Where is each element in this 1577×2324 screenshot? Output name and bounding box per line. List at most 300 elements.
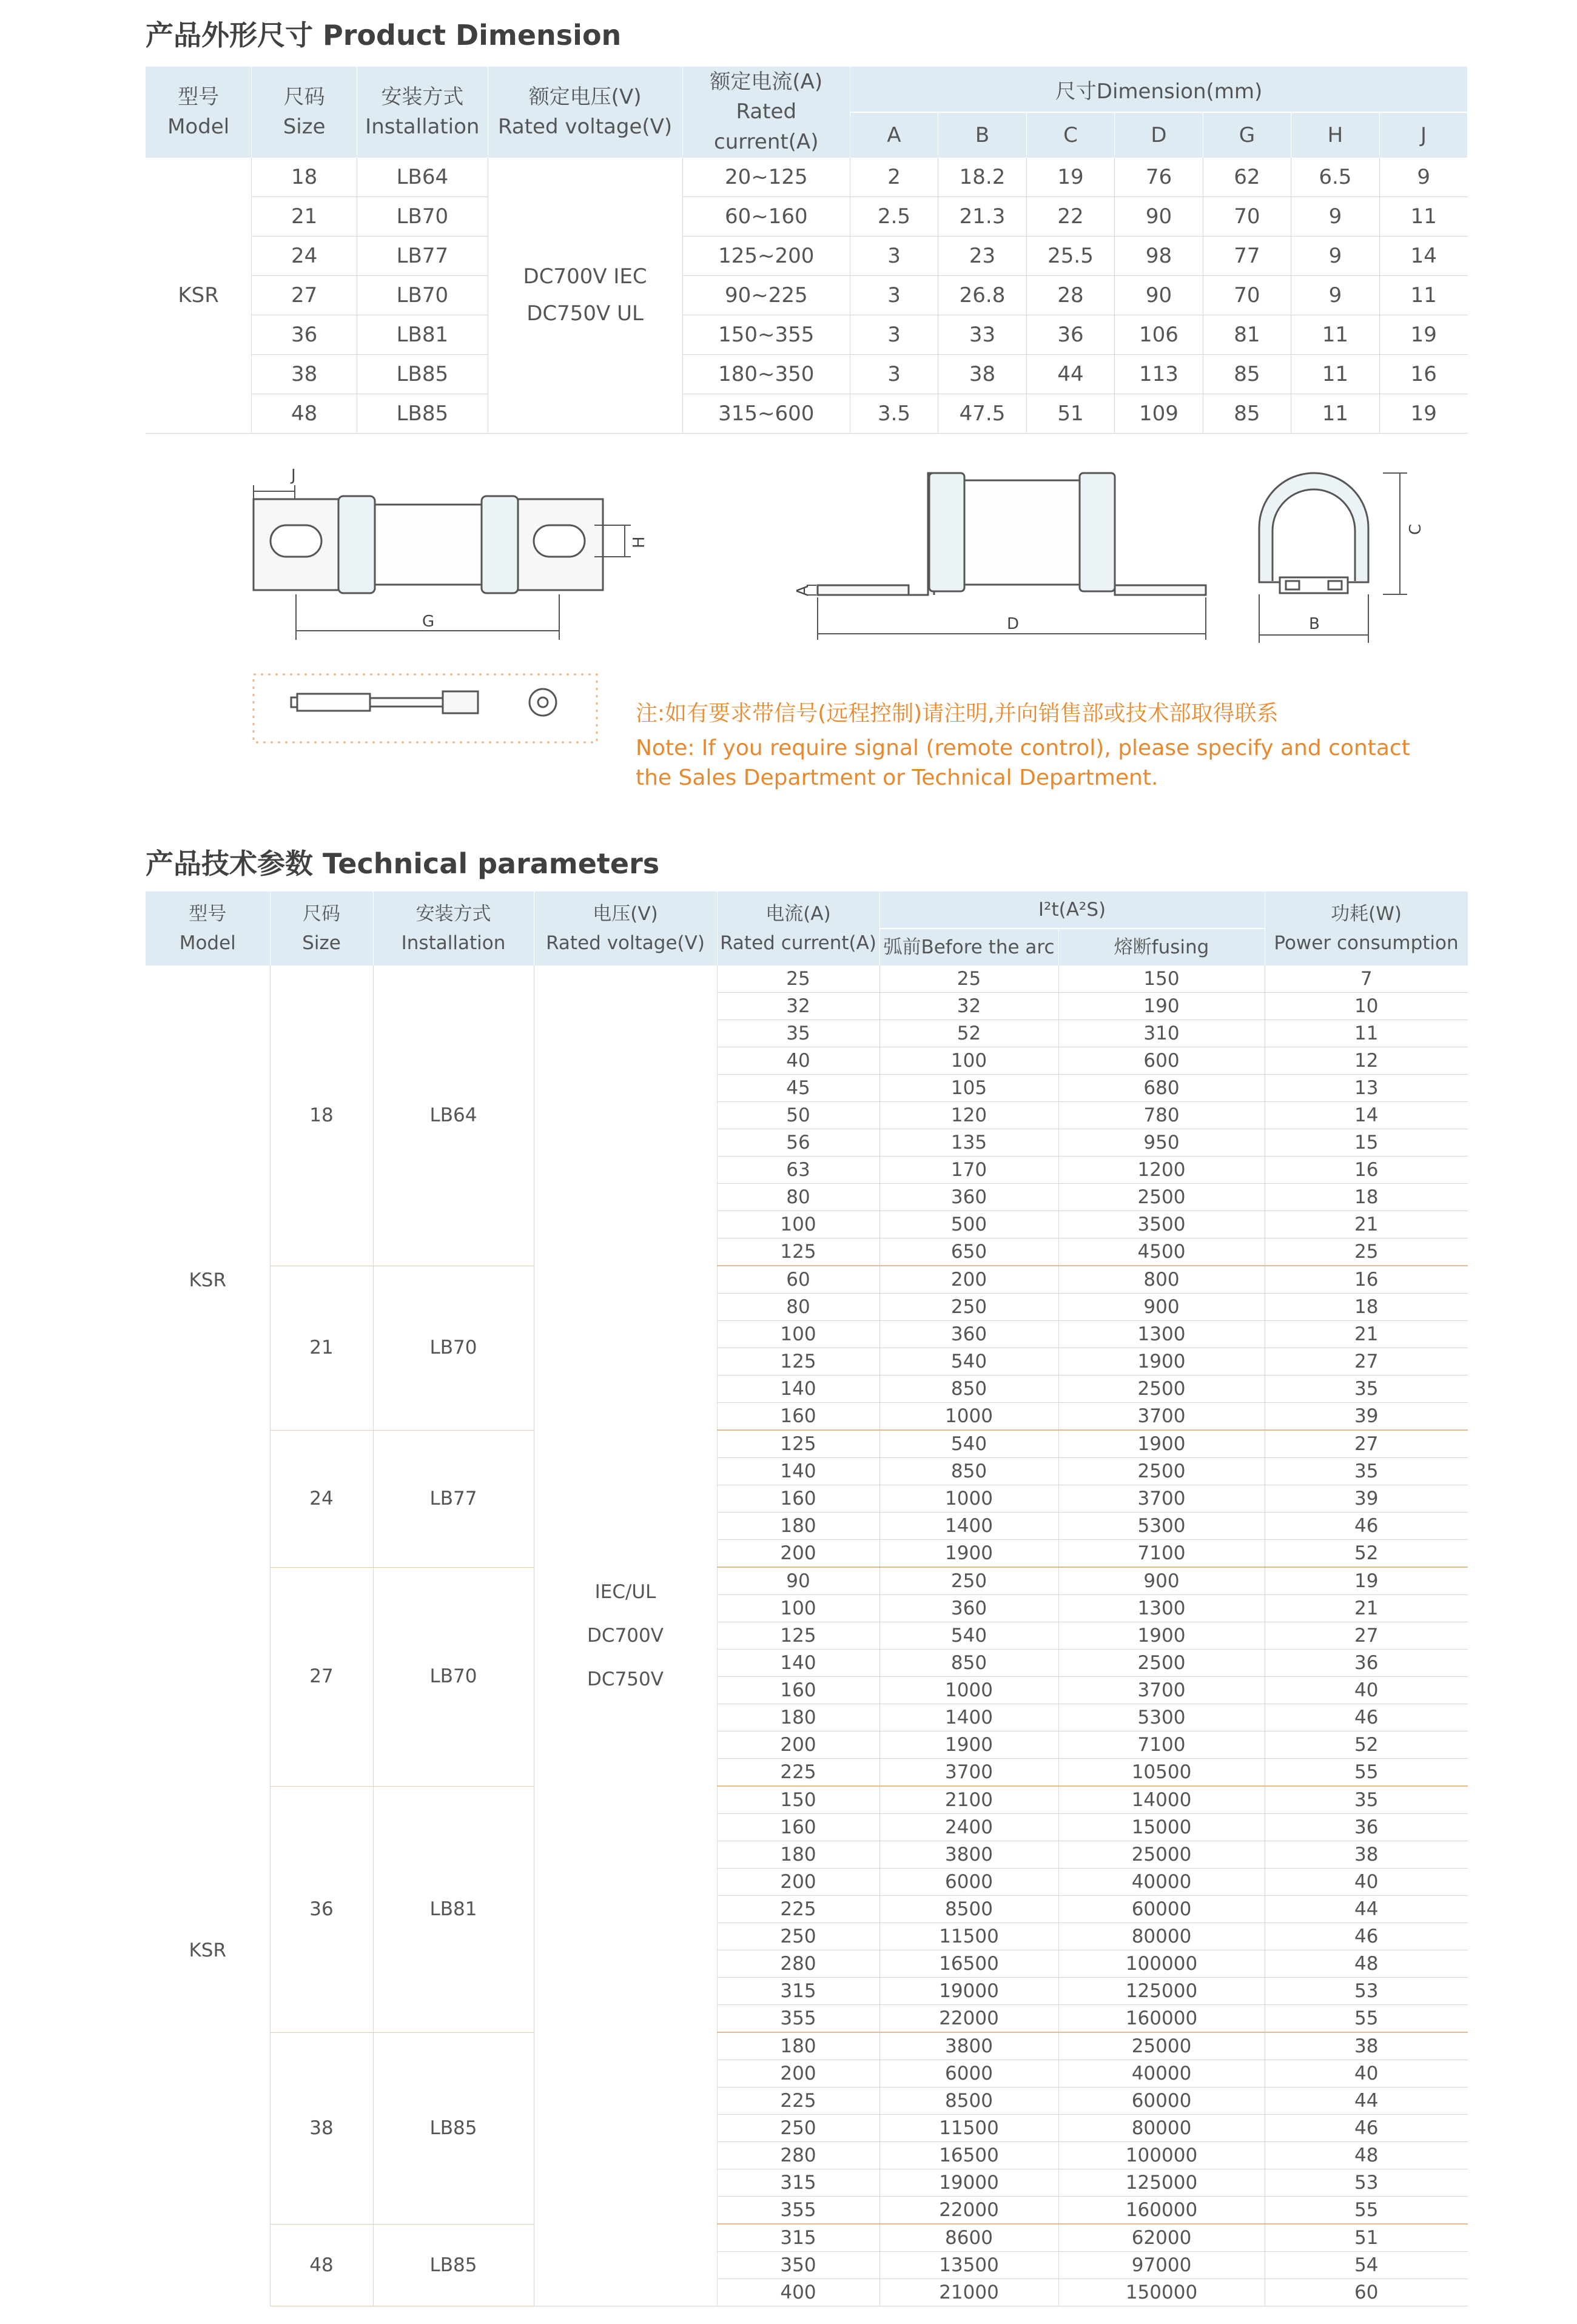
dim-value-cell: 113 [1114,355,1203,394]
label-c: C [1407,523,1425,535]
tech-current-cell: 90 [717,1567,879,1595]
dim-value-cell: 62 [1203,158,1291,197]
tech-prearc-cell: 250 [879,1567,1058,1595]
tech-current-cell: 100 [717,1595,879,1622]
tech-power-cell: 38 [1265,1841,1468,1869]
tech-power-cell: 10 [1265,993,1468,1020]
tech-power-cell: 44 [1265,2087,1468,2115]
dim-table-row [146,315,1468,355]
tech-fusing-cell: 900 [1058,1294,1265,1321]
tech-current-cell: 160 [717,1403,879,1431]
tech-power-cell: 46 [1265,1513,1468,1540]
tech-fusing-cell: 1900 [1058,1348,1265,1375]
tech-prearc-cell: 135 [879,1129,1058,1157]
tech-header-i2t: I²t(A²S) [879,892,1265,929]
tech-installation-cell: LB64 [373,966,534,1266]
tech-prearc-cell: 105 [879,1075,1058,1102]
dim-value-cell: 9 [1291,237,1379,276]
dim-value-cell: 2 [850,158,938,197]
tech-power-cell: 27 [1265,1430,1468,1458]
tech-power-cell: 16 [1265,1157,1468,1184]
dim-current-cell: 125~200 [682,237,850,276]
tech-prearc-cell: 850 [879,1375,1058,1403]
dim-size-cell: 24 [252,237,357,276]
label-j: J [291,466,296,485]
dim-value-cell: 21.3 [938,197,1026,237]
dim-value-cell: 70 [1203,197,1291,237]
tech-current-cell: 140 [717,1650,879,1677]
dim-value-cell: 36 [1027,315,1115,355]
tech-prearc-cell: 540 [879,1622,1058,1650]
tech-current-cell: 60 [717,1266,879,1294]
dim-current-cell: 60~160 [682,197,850,237]
dim-installation-cell: LB64 [357,158,488,197]
tech-fusing-cell: 40000 [1058,2060,1265,2087]
dim-value-cell: 3 [850,315,938,355]
dim-value-cell: 22 [1027,197,1115,237]
tech-fusing-cell: 2500 [1058,1184,1265,1211]
tech-current-cell: 140 [717,1375,879,1403]
tech-prearc-cell: 650 [879,1238,1058,1266]
tech-current-cell: 200 [717,1540,879,1568]
tech-current-cell: 150 [717,1786,879,1814]
tech-voltage-cell: IEC/UL DC700V DC750V [534,966,717,2306]
tech-prearc-cell: 21000 [879,2279,1058,2306]
tech-power-cell: 18 [1265,1294,1468,1321]
dim-model-cell: KSR [146,158,252,434]
tech-table-row [146,966,1468,993]
tech-prearc-cell: 19000 [879,1978,1058,2005]
tech-prearc-cell: 3700 [879,1759,1058,1787]
tech-prearc-cell: 1900 [879,1731,1058,1759]
tech-header-installation: 安装方式 Installation [373,892,534,966]
tech-current-cell: 180 [717,1704,879,1731]
tech-power-cell: 40 [1265,1677,1468,1704]
tech-prearc-cell: 2100 [879,1786,1058,1814]
tech-fusing-cell: 7100 [1058,1731,1265,1759]
dim-current-cell: 90~225 [682,276,850,315]
tech-prearc-cell: 1000 [879,1677,1058,1704]
dim-value-cell: 33 [938,315,1026,355]
dim-value-cell: 9 [1291,197,1379,237]
dim-col-g: G [1203,112,1291,158]
tech-prearc-cell: 170 [879,1157,1058,1184]
technical-parameters-table [146,892,1468,2306]
dim-value-cell: 3.5 [850,394,938,434]
tech-power-cell: 16 [1265,1266,1468,1294]
tech-model-cell: KSR [146,1595,270,2306]
tech-prearc-cell: 850 [879,1650,1058,1677]
tech-current-cell: 350 [717,2252,879,2279]
dim-value-cell: 90 [1114,197,1203,237]
tech-current-cell: 32 [717,993,879,1020]
tech-current-cell: 280 [717,1950,879,1978]
dim-value-cell: 23 [938,237,1026,276]
dim-col-h: H [1291,112,1379,158]
dimension-section-title: 产品外形尺寸 Product Dimension [146,19,622,52]
tech-current-cell: 315 [717,2169,879,2197]
tech-fusing-cell: 190 [1058,993,1265,1020]
dim-current-cell: 20~125 [682,158,850,197]
tech-prearc-cell: 8600 [879,2224,1058,2252]
dim-value-cell: 47.5 [938,394,1026,434]
tech-fusing-cell: 100000 [1058,2142,1265,2169]
tech-power-cell: 19 [1265,1567,1468,1595]
tech-installation-cell: LB85 [373,2032,534,2224]
tech-fusing-cell: 25000 [1058,2032,1265,2060]
tech-fusing-cell: 900 [1058,1567,1265,1595]
tech-prearc-cell: 1900 [879,1540,1058,1568]
tech-fusing-cell: 4500 [1058,1238,1265,1266]
tech-fusing-cell: 40000 [1058,1869,1265,1896]
tech-model-cell: KSR [146,966,270,1595]
tech-current-cell: 125 [717,1622,879,1650]
tech-fusing-cell: 10500 [1058,1759,1265,1787]
tech-current-cell: 100 [717,1321,879,1348]
tech-prearc-cell: 8500 [879,2087,1058,2115]
tech-prearc-cell: 6000 [879,2060,1058,2087]
tech-current-cell: 140 [717,1458,879,1485]
tech-power-cell: 44 [1265,1896,1468,1923]
tech-fusing-cell: 1300 [1058,1321,1265,1348]
tech-fusing-cell: 80000 [1058,1923,1265,1950]
dim-size-cell: 18 [252,158,357,197]
tech-current-cell: 100 [717,1211,879,1238]
tech-power-cell: 21 [1265,1595,1468,1622]
tech-current-cell: 250 [717,1923,879,1950]
tech-fusing-cell: 2500 [1058,1458,1265,1485]
tech-power-cell: 53 [1265,2169,1468,2197]
dim-value-cell: 2.5 [850,197,938,237]
tech-prearc-cell: 52 [879,1020,1058,1047]
dim-header-model: 型号 Model [146,67,252,158]
dim-table-row [146,158,1468,197]
tech-fusing-cell: 160000 [1058,2197,1265,2225]
dim-value-cell: 81 [1203,315,1291,355]
tech-prearc-cell: 360 [879,1184,1058,1211]
tech-fusing-cell: 150 [1058,966,1265,993]
tech-power-cell: 25 [1265,1238,1468,1266]
tech-current-cell: 50 [717,1102,879,1129]
tech-power-cell: 39 [1265,1403,1468,1431]
label-h: H [630,536,648,548]
note-chinese: 注:如有要求带信号(远程控制)请注明,并向销售部或技术部取得联系 [636,701,1279,726]
dim-installation-cell: LB70 [357,276,488,315]
tech-prearc-cell: 200 [879,1266,1058,1294]
tech-header-size: 尺码 Size [270,892,373,966]
tech-fusing-cell: 800 [1058,1266,1265,1294]
tech-fusing-cell: 62000 [1058,2224,1265,2252]
tech-table-row [146,1786,1468,1814]
tech-current-cell: 25 [717,966,879,993]
tech-power-cell: 40 [1265,2060,1468,2087]
dim-col-d: D [1114,112,1203,158]
tech-installation-cell: LB77 [373,1430,534,1567]
tech-fusing-cell: 310 [1058,1020,1265,1047]
dim-value-cell: 6.5 [1291,158,1379,197]
tech-prearc-cell: 22000 [879,2005,1058,2033]
dim-size-cell: 38 [252,355,357,394]
label-a: A [794,585,812,596]
dim-value-cell: 85 [1203,394,1291,434]
signal-indicator-drawing [254,674,597,742]
tech-prearc-cell: 850 [879,1458,1058,1485]
tech-current-cell: 160 [717,1485,879,1513]
dim-value-cell: 3 [850,237,938,276]
tech-prearc-cell: 500 [879,1211,1058,1238]
dim-value-cell: 25.5 [1027,237,1115,276]
tech-fusing-cell: 5300 [1058,1513,1265,1540]
tech-prearc-cell: 25 [879,966,1058,993]
dim-header-dimension: 尺寸Dimension(mm) [850,67,1468,112]
dim-voltage-cell: DC700V IEC DC750V UL [488,158,682,434]
tech-power-cell: 60 [1265,2279,1468,2306]
tech-table-row [146,1430,1468,1458]
tech-prearc-cell: 19000 [879,2169,1058,2197]
tech-prearc-cell: 32 [879,993,1058,1020]
tech-power-cell: 35 [1265,1458,1468,1485]
tech-fusing-cell: 150000 [1058,2279,1265,2306]
tech-table-row [146,2224,1468,2252]
dim-value-cell: 26.8 [938,276,1026,315]
tech-prearc-cell: 2400 [879,1814,1058,1841]
tech-fusing-cell: 25000 [1058,1841,1265,1869]
dim-col-j: J [1379,112,1467,158]
tech-power-cell: 40 [1265,1869,1468,1896]
dim-value-cell: 19 [1379,394,1467,434]
tech-power-cell: 51 [1265,2224,1468,2252]
dim-value-cell: 98 [1114,237,1203,276]
tech-table-row [146,2032,1468,2060]
tech-prearc-cell: 3800 [879,2032,1058,2060]
front-view-drawing [254,466,648,640]
dim-table-row [146,197,1468,237]
dim-size-cell: 36 [252,315,357,355]
dim-value-cell: 14 [1379,237,1467,276]
dim-installation-cell: LB85 [357,355,488,394]
dim-value-cell: 11 [1379,276,1467,315]
tech-prearc-cell: 1000 [879,1403,1058,1431]
tech-installation-cell: LB81 [373,1786,534,2032]
dim-header-size: 尺码 Size [252,67,357,158]
tech-current-cell: 125 [717,1348,879,1375]
tech-power-cell: 36 [1265,1650,1468,1677]
tech-prearc-cell: 360 [879,1595,1058,1622]
dim-table-row [146,394,1468,434]
tech-power-cell: 35 [1265,1375,1468,1403]
tech-power-cell: 55 [1265,2005,1468,2033]
tech-fusing-cell: 950 [1058,1129,1265,1157]
tech-power-cell: 21 [1265,1321,1468,1348]
tech-prearc-cell: 100 [879,1047,1058,1075]
tech-power-cell: 27 [1265,1348,1468,1375]
dim-col-c: C [1027,112,1115,158]
dim-value-cell: 11 [1379,197,1467,237]
tech-power-cell: 55 [1265,2197,1468,2225]
dim-current-cell: 180~350 [682,355,850,394]
dim-current-cell: 315~600 [682,394,850,434]
tech-current-cell: 200 [717,1731,879,1759]
dimension-table [146,67,1468,434]
dim-value-cell: 70 [1203,276,1291,315]
tech-power-cell: 14 [1265,1102,1468,1129]
dim-size-cell: 27 [252,276,357,315]
dim-installation-cell: LB81 [357,315,488,355]
tech-fusing-cell: 1200 [1058,1157,1265,1184]
tech-size-cell: 48 [270,2224,373,2306]
tech-installation-cell: LB85 [373,2224,534,2306]
tech-fusing-cell: 100000 [1058,1950,1265,1978]
tech-current-cell: 35 [717,1020,879,1047]
tech-power-cell: 13 [1265,1075,1468,1102]
dim-value-cell: 51 [1027,394,1115,434]
tech-current-cell: 160 [717,1677,879,1704]
tech-fusing-cell: 680 [1058,1075,1265,1102]
tech-fusing-cell: 2500 [1058,1375,1265,1403]
tech-current-cell: 45 [717,1075,879,1102]
tech-current-cell: 315 [717,2224,879,2252]
tech-prearc-cell: 1400 [879,1513,1058,1540]
dim-header-installation: 安装方式 Installation [357,67,488,158]
tech-size-cell: 24 [270,1430,373,1567]
tech-fusing-cell: 780 [1058,1102,1265,1129]
tech-header-voltage: 电压(V) Rated voltage(V) [534,892,717,966]
dim-value-cell: 44 [1027,355,1115,394]
tech-current-cell: 280 [717,2142,879,2169]
tech-header-prearc: 弧前Before the arc [879,929,1058,966]
dim-table-row [146,237,1468,276]
tech-power-cell: 7 [1265,966,1468,993]
tech-power-cell: 52 [1265,1540,1468,1568]
end-view-drawing [1259,473,1425,643]
tech-current-cell: 180 [717,1841,879,1869]
dim-size-cell: 48 [252,394,357,434]
tech-installation-cell: LB70 [373,1567,534,1786]
dim-value-cell: 77 [1203,237,1291,276]
tech-table-row [146,1266,1468,1294]
dim-value-cell: 11 [1291,394,1379,434]
tech-current-cell: 40 [717,1047,879,1075]
dim-current-cell: 150~355 [682,315,850,355]
tech-current-cell: 125 [717,1238,879,1266]
tech-prearc-cell: 13500 [879,2252,1058,2279]
tech-header-current: 电流(A) Rated current(A) [717,892,879,966]
tech-fusing-cell: 1900 [1058,1622,1265,1650]
tech-current-cell: 225 [717,1896,879,1923]
tech-current-cell: 225 [717,2087,879,2115]
tech-power-cell: 35 [1265,1786,1468,1814]
tech-size-cell: 27 [270,1567,373,1786]
dim-value-cell: 109 [1114,394,1203,434]
tech-prearc-cell: 11500 [879,2115,1058,2142]
tech-power-cell: 11 [1265,1020,1468,1047]
tech-power-cell: 15 [1265,1129,1468,1157]
tech-fusing-cell: 15000 [1058,1814,1265,1841]
dim-value-cell: 90 [1114,276,1203,315]
tech-fusing-cell: 60000 [1058,2087,1265,2115]
tech-current-cell: 200 [717,2060,879,2087]
tech-size-cell: 38 [270,2032,373,2224]
tech-size-cell: 36 [270,1786,373,2032]
tech-header-fusing: 熔断fusing [1058,929,1265,966]
tech-fusing-cell: 97000 [1058,2252,1265,2279]
tech-power-cell: 38 [1265,2032,1468,2060]
dim-value-cell: 9 [1291,276,1379,315]
tech-power-cell: 36 [1265,1814,1468,1841]
label-g: G [422,613,435,631]
dim-table-row [146,355,1468,394]
dim-value-cell: 85 [1203,355,1291,394]
tech-fusing-cell: 3700 [1058,1677,1265,1704]
tech-current-cell: 400 [717,2279,879,2306]
dim-value-cell: 76 [1114,158,1203,197]
label-d: D [1007,615,1020,633]
tech-prearc-cell: 1400 [879,1704,1058,1731]
tech-current-cell: 250 [717,2115,879,2142]
tech-current-cell: 180 [717,1513,879,1540]
dim-value-cell: 106 [1114,315,1203,355]
dim-installation-cell: LB77 [357,237,488,276]
tech-prearc-cell: 250 [879,1294,1058,1321]
tech-size-cell: 21 [270,1266,373,1430]
tech-fusing-cell: 3500 [1058,1211,1265,1238]
dim-value-cell: 19 [1379,315,1467,355]
tech-prearc-cell: 540 [879,1430,1058,1458]
tech-prearc-cell: 120 [879,1102,1058,1129]
dim-value-cell: 11 [1291,355,1379,394]
tech-header-power: 功耗(W) Power consumption [1265,892,1468,966]
tech-prearc-cell: 22000 [879,2197,1058,2225]
dim-value-cell: 16 [1379,355,1467,394]
dim-value-cell: 19 [1027,158,1115,197]
tech-fusing-cell: 160000 [1058,2005,1265,2033]
tech-current-cell: 80 [717,1294,879,1321]
tech-prearc-cell: 3800 [879,1841,1058,1869]
tech-power-cell: 12 [1265,1047,1468,1075]
tech-current-cell: 56 [717,1129,879,1157]
tech-table-row [146,1567,1468,1595]
tech-prearc-cell: 11500 [879,1923,1058,1950]
tech-fusing-cell: 600 [1058,1047,1265,1075]
tech-current-cell: 355 [717,2197,879,2225]
dim-size-cell: 21 [252,197,357,237]
tech-current-cell: 225 [717,1759,879,1787]
tech-fusing-cell: 2500 [1058,1650,1265,1677]
tech-fusing-cell: 3700 [1058,1485,1265,1513]
tech-current-cell: 355 [717,2005,879,2033]
note-english: Note: If you require signal (remote control), please specify and contact the Sales Department or Technical Department. [636,736,1410,790]
tech-power-cell: 46 [1265,2115,1468,2142]
dim-value-cell: 38 [938,355,1026,394]
tech-power-cell: 46 [1265,1704,1468,1731]
dim-value-cell: 18.2 [938,158,1026,197]
dim-installation-cell: LB85 [357,394,488,434]
dim-value-cell: 3 [850,355,938,394]
tech-prearc-cell: 8500 [879,1896,1058,1923]
tech-prearc-cell: 16500 [879,2142,1058,2169]
tech-power-cell: 54 [1265,2252,1468,2279]
tech-power-cell: 53 [1265,1978,1468,2005]
tech-power-cell: 46 [1265,1923,1468,1950]
tech-size-cell: 18 [270,966,373,1266]
dim-value-cell: 28 [1027,276,1115,315]
tech-header-model: 型号 Model [146,892,270,966]
tech-prearc-cell: 540 [879,1348,1058,1375]
tech-section-title: 产品技术参数 Technical parameters [146,847,660,880]
tech-current-cell: 63 [717,1157,879,1184]
tech-installation-cell: LB70 [373,1266,534,1430]
tech-power-cell: 48 [1265,1950,1468,1978]
